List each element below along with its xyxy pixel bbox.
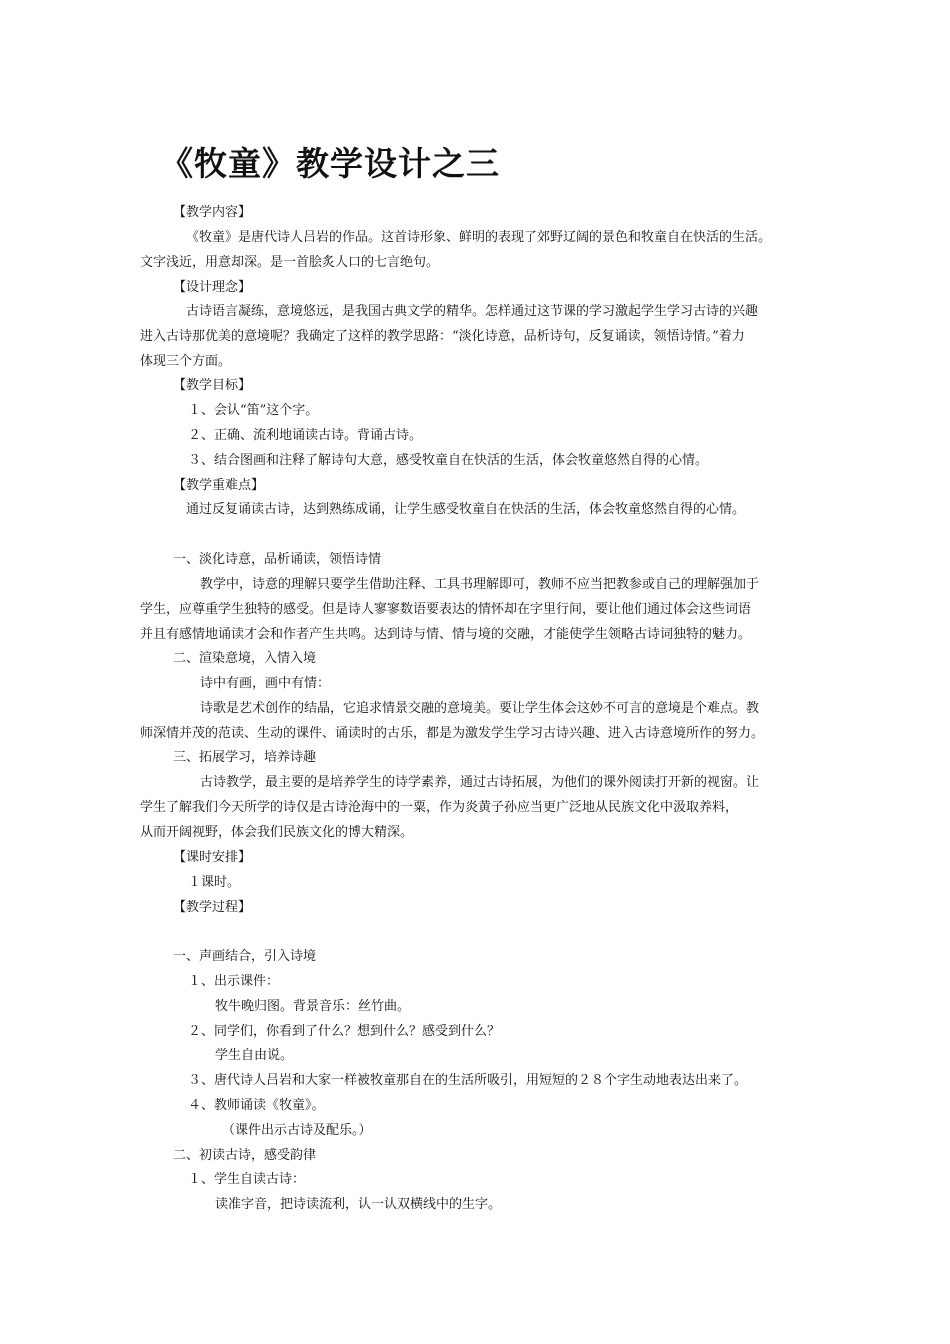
section-heading-concept: 【设计理念】 (173, 280, 252, 295)
list-item: ３、唐代诗人吕岩和大家一样被牧童那自在的生活所吸引，用短短的２８个字生动地表达出来了。 (188, 1073, 748, 1088)
paragraph-line: （课件出示古诗及配乐。） (222, 1123, 372, 1138)
paragraph-line: 学生了解我们今天所学的诗仅是古诗沧海中的一粟，作为炎黄子孙应当更广泛地从民族文化中汲取养料， (140, 800, 739, 815)
list-item: ２、同学们，你看到了什么？想到什么？感受到什么？ (188, 1024, 501, 1039)
subsection-heading: 三、拓展学习，培养诗趣 (173, 750, 317, 765)
paragraph-line: 读准字音，把诗读流利，认一认双横线中的生字。 (215, 1197, 502, 1212)
paragraph-line: 古诗语言凝练，意境悠远，是我国古典文学的精华。怎样通过这节课的学习激起学生学习古诗的兴趣 (186, 304, 759, 319)
section-heading-content: 【教学内容】 (173, 205, 252, 220)
subsection-heading: 一、淡化诗意，品析诵读，领悟诗情 (173, 552, 382, 567)
paragraph-line: 并且有感情地诵读才会和作者产生共鸣。达到诗与情、情与境的交融，才能使学生领略古诗词独特的魅力。 (140, 627, 752, 642)
section-heading-goals: 【教学目标】 (173, 378, 252, 393)
paragraph-line: １课时。 (188, 875, 241, 890)
list-item: ２、正确、流利地诵读古诗。背诵古诗。 (188, 428, 423, 443)
subsection-heading: 一、声画结合，引入诗境 (173, 949, 317, 964)
subsection-heading: 二、初读古诗，感受韵律 (173, 1148, 317, 1163)
section-heading-schedule: 【课时安排】 (173, 850, 252, 865)
paragraph-line: 古诗教学，最主要的是培养学生的诗学素养，通过古诗拓展，为他们的课外阅读打开新的视窗。让 (200, 775, 760, 790)
paragraph-line: 《牧童》是唐代诗人吕岩的作品。这首诗形象、鲜明的表现了郊野辽阔的景色和牧童自在快活的生活。 (186, 230, 772, 245)
section-heading-process: 【教学过程】 (173, 900, 252, 915)
paragraph-line: 通过反复诵读古诗，达到熟练成诵，让学生感受牧童自在快活的生活，体会牧童悠然自得的心情。 (186, 502, 746, 517)
list-item: １、学生自读古诗： (188, 1172, 306, 1187)
paragraph-line: 文字浅近，用意却深。是一首脍炙人口的七言绝句。 (140, 255, 440, 270)
list-item: ３、结合图画和注释了解诗句大意，感受牧童自在快活的生活，体会牧童悠然自得的心情。 (188, 453, 709, 468)
list-item: １、出示课件： (188, 974, 280, 989)
paragraph-line: 体现三个方面。 (140, 354, 232, 369)
section-heading-key-points: 【教学重难点】 (173, 478, 265, 493)
paragraph-line: 进入古诗那优美的意境呢？我确定了这样的教学思路：“淡化诗意，品析诗句，反复诵读，领悟诗情。”着力 (140, 329, 745, 344)
paragraph-line: 诗中有画，画中有情： (200, 676, 331, 691)
paragraph-line: 牧牛晚归图。背景音乐：丝竹曲。 (215, 999, 411, 1014)
paragraph-line: 从而开阔视野，体会我们民族文化的博大精深。 (140, 825, 414, 840)
paragraph-line: 师深情并茂的范读、生动的课件、诵读时的古乐，都是为激发学生学习古诗兴趣、进入古诗意境所作的努力。 (140, 726, 765, 741)
paragraph-line: 教学中，诗意的理解只要学生借助注释、工具书理解即可，教师不应当把教参或自己的理解强加于 (200, 577, 760, 592)
list-item: ４、教师诵读《牧童》。 (188, 1098, 325, 1113)
paragraph-line: 学生自由说。 (215, 1048, 294, 1063)
subsection-heading: 二、渲染意境，入情入境 (173, 651, 317, 666)
paragraph-line: 诗歌是艺术创作的结晶，它追求情景交融的意境美。要让学生体会这妙不可言的意境是个难点。教 (200, 701, 760, 716)
paragraph-line: 学生，应尊重学生独特的感受。但是诗人寥寥数语要表达的情怀却在字里行间，要让他们通过体会这些词语 (140, 602, 752, 617)
document-title: 《牧童》教学设计之三 (160, 144, 500, 183)
list-item: １、会认“笛”这个字。 (188, 403, 319, 418)
